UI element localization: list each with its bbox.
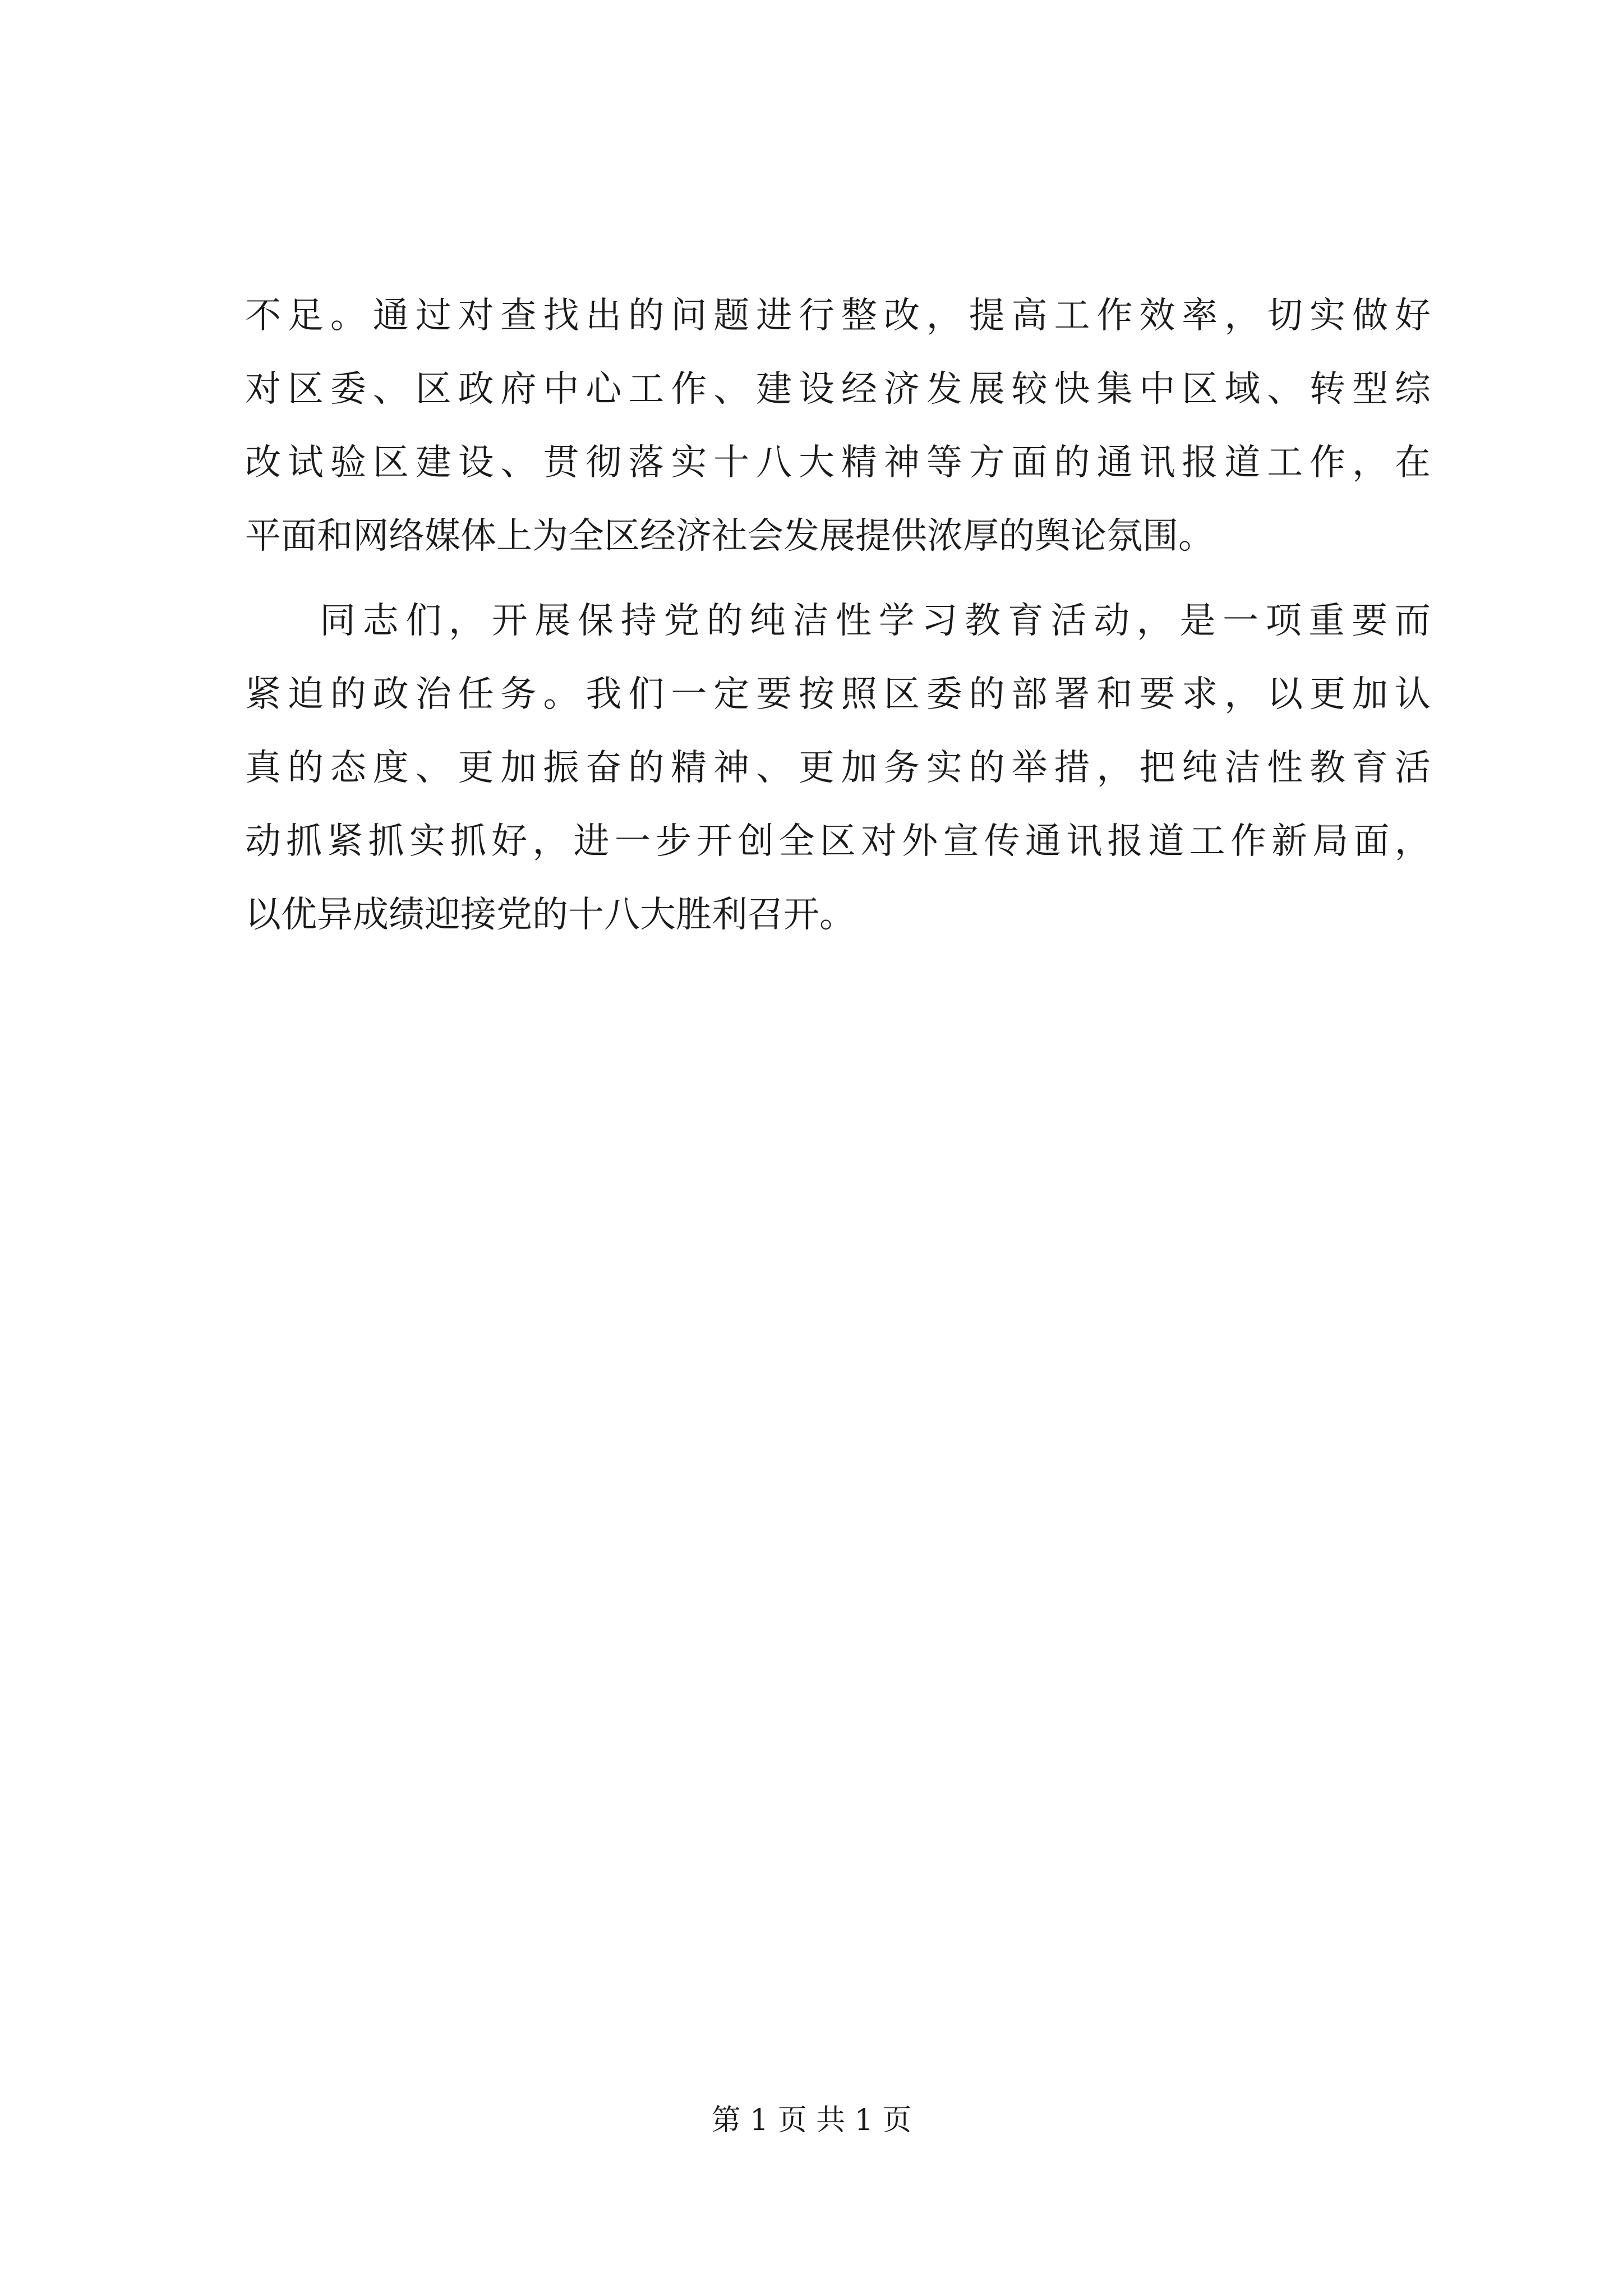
page-footer: 第 1 页 共 1 页 [711, 2104, 912, 2137]
text-line: 真 的 态 度 、 更 加 振 奋 的 精 神 、 更 加 务 实 的 举 措 ， 把 纯 洁 性 教 育 活 [245, 747, 1431, 789]
text-line: 动 抓 紧 抓 实 抓 好 ， 进 一 步 开 创 全 区 对 外 宣 传 通 讯 报 道 工 作 新 局 面 ， [245, 821, 1431, 862]
text-line: 同 志 们 ， 开 展 保 持 党 的 纯 洁 性 学 习 教 育 活 动 ， 是 一 项 重 要 而 [320, 600, 1431, 642]
text-line: 平面和网络媒体上为全区经济社会发展提供浓厚的舆论氛围。 [245, 516, 1214, 557]
text-line: 以优异成绩迎接党的十八大胜利召开。 [245, 894, 855, 936]
text-line: 对 区 委 、 区 政 府 中 心 工 作 、 建 设 经 济 发 展 较 快 集 中 区 域 、 转 型 综 [245, 369, 1431, 410]
text-line: 改 试 验 区 建 设 、 贯 彻 落 实 十 八 大 精 神 等 方 面 的 通 讯 报 道 工 作 ， 在 [245, 442, 1431, 484]
paragraph-1 [245, 279, 1431, 573]
paragraph-2 [245, 585, 1431, 952]
text-line: 紧 迫 的 政 治 任 务 。 我 们 一 定 要 按 照 区 委 的 部 署 和 要 求 ， 以 更 加 认 [245, 674, 1431, 715]
text-line: 不 足 。 通 过 对 查 找 出 的 问 题 进 行 整 改 ， 提 高 工 作 效 率 ， 切 实 做 好 [245, 295, 1431, 337]
document-body [245, 279, 1431, 952]
